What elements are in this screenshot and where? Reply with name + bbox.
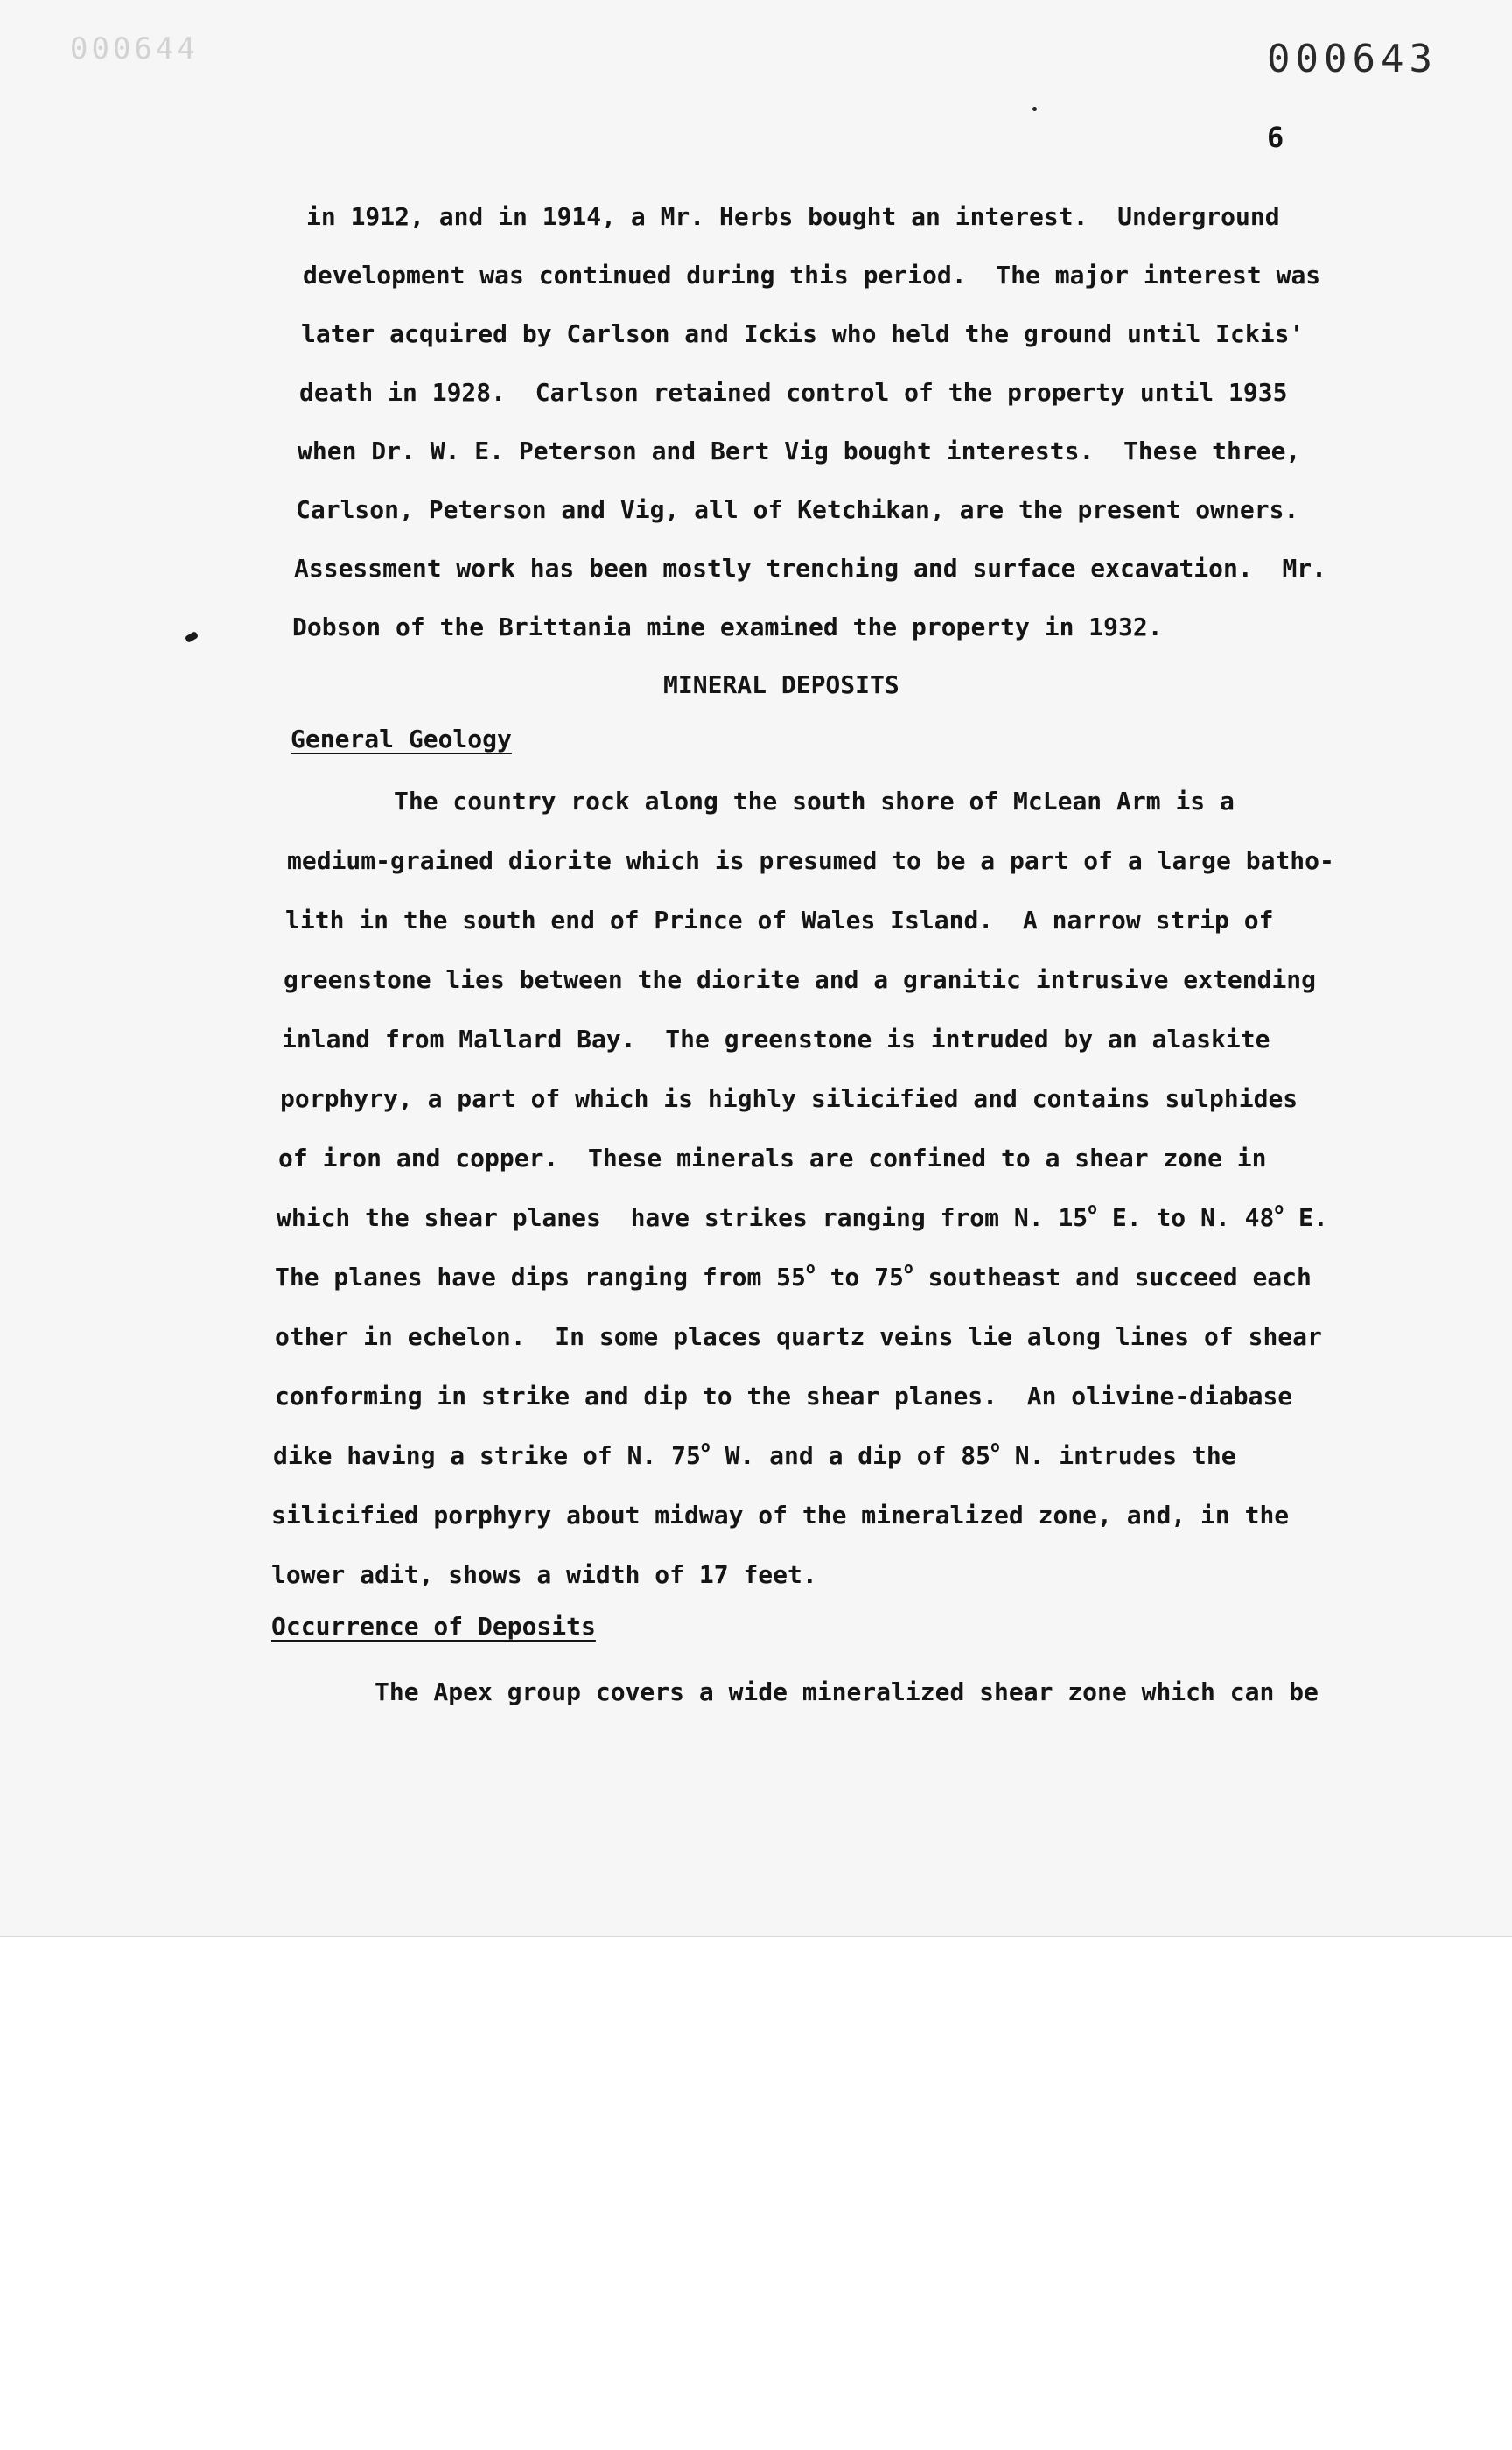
faint-document-number: 000644 [70, 32, 199, 66]
body-line: inland from Mallard Bay. The greenstone is intruded by an alaskite [282, 1025, 1270, 1054]
body-line-dips: The planes have dips ranging from 55$^o$ to 75$^o$ southeast and succeed each [275, 1259, 1312, 1292]
subheading-occurrence-of-deposits: Occurrence of Deposits [271, 1612, 596, 1641]
body-line: when Dr. W. E. Peterson and Bert Vig bought interests. These three, [298, 437, 1301, 466]
document-number: 000643 [1267, 37, 1438, 81]
body-line: medium-grained diorite which is presumed to be a part of a large batho- [287, 846, 1334, 875]
body-line: lower adit, shows a width of 17 feet. [271, 1560, 817, 1589]
body-line: in 1912, and in 1914, a Mr. Herbs bought an interest. Underground [306, 202, 1280, 231]
body-line: silicified porphyry about midway of the mineralized zone, and, in the [271, 1501, 1290, 1530]
body-line: lith in the south end of Prince of Wales Island. A narrow strip of [285, 906, 1274, 934]
body-line: of iron and copper. These minerals are confined to a shear zone in [278, 1144, 1267, 1172]
body-line: development was continued during this period. The major interest was [303, 261, 1321, 290]
body-line: Assessment work has been mostly trenching and surface excavation. Mr. [294, 554, 1327, 583]
body-line: later acquired by Carlson and Ickis who held the ground until Ickis' [301, 319, 1305, 348]
body-line: The Apex group covers a wide mineralized shear zone which can be [374, 1677, 1319, 1706]
body-line: Carlson, Peterson and Vig, all of Ketchikan, are the present owners. [296, 495, 1299, 524]
page-number: 6 [1267, 121, 1284, 154]
body-line: conforming in strike and dip to the shear planes. An olivine-diabase [275, 1382, 1293, 1410]
body-line-dike: dike having a strike of N. 75$^o$ W. and a dip of 85$^o$ N. intrudes the [273, 1438, 1236, 1470]
body-line-strike: which the shear planes have strikes ranging from N. 15$^o$ E. to N. 48$^o$ E. [276, 1200, 1328, 1232]
subheading-general-geology: General Geology [290, 724, 512, 753]
body-line: other in echelon. In some places quartz veins lie along lines of shear [275, 1322, 1322, 1351]
body-line: greenstone lies between the diorite and a granitic intrusive extending [284, 965, 1317, 994]
paper-speck [1032, 107, 1037, 111]
body-line: porphyry, a part of which is highly silicified and contains sulphides [280, 1084, 1298, 1113]
body-line: The country rock along the south shore of McLean Arm is a [394, 787, 1235, 816]
section-heading: MINERAL DEPOSITS [663, 670, 900, 699]
margin-mark [185, 631, 199, 643]
body-line: Dobson of the Brittania mine examined the property in 1932. [292, 612, 1163, 641]
body-line: death in 1928. Carlson retained control of the property until 1935 [299, 378, 1288, 407]
